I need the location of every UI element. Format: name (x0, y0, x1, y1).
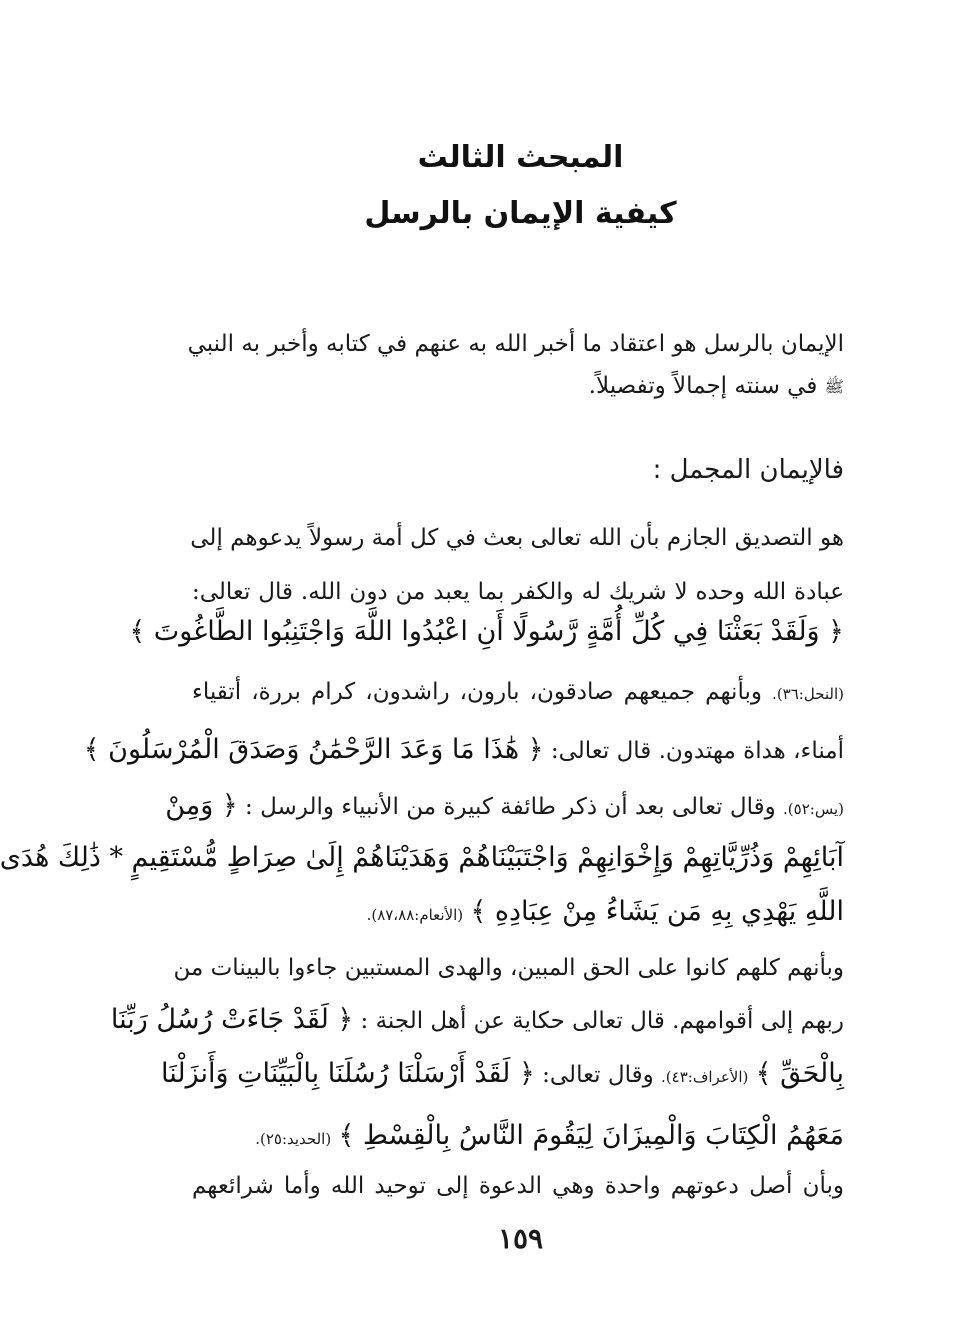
body-line-10 (192, 1110, 844, 1162)
section-title: المبحث الثالث (417, 140, 624, 175)
body-text-4: أمناء، هداة مهتدون. قال تعالى: (550, 738, 844, 764)
body-text-3: وبأنهم جميعهم صادقون، بارون، راشدون، كرام بررة، أتقياء (192, 679, 762, 705)
quran-verse-4-start: ﴿ لَقَدْ جَاءَتْ رُسُلُ رَبِّنَا (110, 1004, 354, 1035)
citation-yasin: (يس:٥٢). (783, 800, 844, 818)
citation-nahl: (النحل:٣٦). (772, 685, 845, 703)
citation-hadid: (الحديد:٢٥). (255, 1130, 332, 1148)
body-text-9: وقال تعالى: (542, 1062, 654, 1088)
quran-verse-1: ﴿ وَلَقَدْ بَعَثْنَا فِي كُلِّ أُمَّةٍ رَّسُولًا أَنِ اعْبُدُوا اللَّهَ وَاجْتَنِبُوا الطَّاغُوتَ ﴾ (129, 616, 844, 647)
body-line-11: وبأن أصل دعوتهم واحدة وهي الدعوة إلى توحيد الله وأما شرائعهم (192, 1173, 844, 1199)
citation-araf: (الأعراف:٤٣). (661, 1068, 749, 1086)
page-number: ١٥٩ (497, 1222, 544, 1255)
body-line-5 (165, 780, 844, 832)
quran-verse-3-start: ﴿ وَمِنْ (165, 790, 238, 821)
subheading: فالإيمان المجمل : (652, 455, 844, 485)
citation-anam: (الأنعام:٨٧،٨٨). (366, 906, 464, 924)
quran-verse-3-end: اللَّهِ يَهْدِي بِهِ مَن يَشَاءُ مِنْ عِبَادِهِ ﴾ (470, 896, 844, 927)
prophet-seal-icon: ﷺ (824, 377, 844, 396)
body-line-4 (83, 724, 844, 776)
body-text-5: وقال تعالى بعد أن ذكر طائفة كبيرة من الأنبياء والرسل : (245, 794, 776, 820)
quran-verse-2: ﴿ هَٰذَا مَا وَعَدَ الرَّحْمَٰنُ وَصَدَقَ الْمُرْسَلُونَ ﴾ (83, 734, 544, 765)
quran-verse-4-end: بِالْحَقِّ ﴾ (755, 1058, 844, 1089)
body-line-6 (192, 886, 844, 938)
intro-line-2 (192, 360, 844, 412)
quran-verse-5-end: مَعَهُمُ الْكِتَابَ وَالْمِيزَانَ لِيَقُومَ النَّاسُ بِالْقِسْطِ ﴾ (338, 1120, 844, 1151)
body-line-7: وبأنهم كلهم كانوا على الحق المبين، والهدى المستبين جاءوا بالبينات من (173, 955, 844, 981)
body-text-8: ربهم إلى أقوامهم. قال تعالى حكاية عن أهل الجنة : (360, 1008, 844, 1034)
quran-verse-5-start: ﴿ لَقَدْ أَرْسَلْنَا رُسُلَنَا بِالْبَيِّنَاتِ وَأَنزَلْنَا (160, 1058, 535, 1089)
body-line-2: عبادة الله وحده لا شريك له والكفر بما يعبد من دون الله. قال تعالى: (192, 579, 844, 605)
body-line-1: هو التصديق الجازم بأن الله تعالى بعث في كل أمة رسولاً يدعوهم إلى (190, 525, 844, 551)
intro-text-1: الإيمان بالرسل هو اعتقاد ما أخبر الله به عنهم في كتابه وأخبر به النبي (187, 331, 844, 357)
section-subtitle: كيفية الإيمان بالرسل (364, 196, 677, 231)
body-line-8 (110, 994, 844, 1046)
quran-verse-3-middle: آبَائِهِمْ وَذُرِّيَّاتِهِمْ وَإِخْوَانِهِمْ وَاجْتَبَيْنَاهُمْ وَهَدَيْنَاهُمْ إِلَىٰ صِرَاطٍ مُّسْتَقِيمٍ * ذَٰلِكَ هُدَى (0, 842, 844, 873)
intro-text-2: في سنته إجمالاً وتفصيلاً. (588, 373, 818, 399)
body-line-9 (160, 1048, 844, 1100)
body-line-3 (192, 666, 844, 718)
